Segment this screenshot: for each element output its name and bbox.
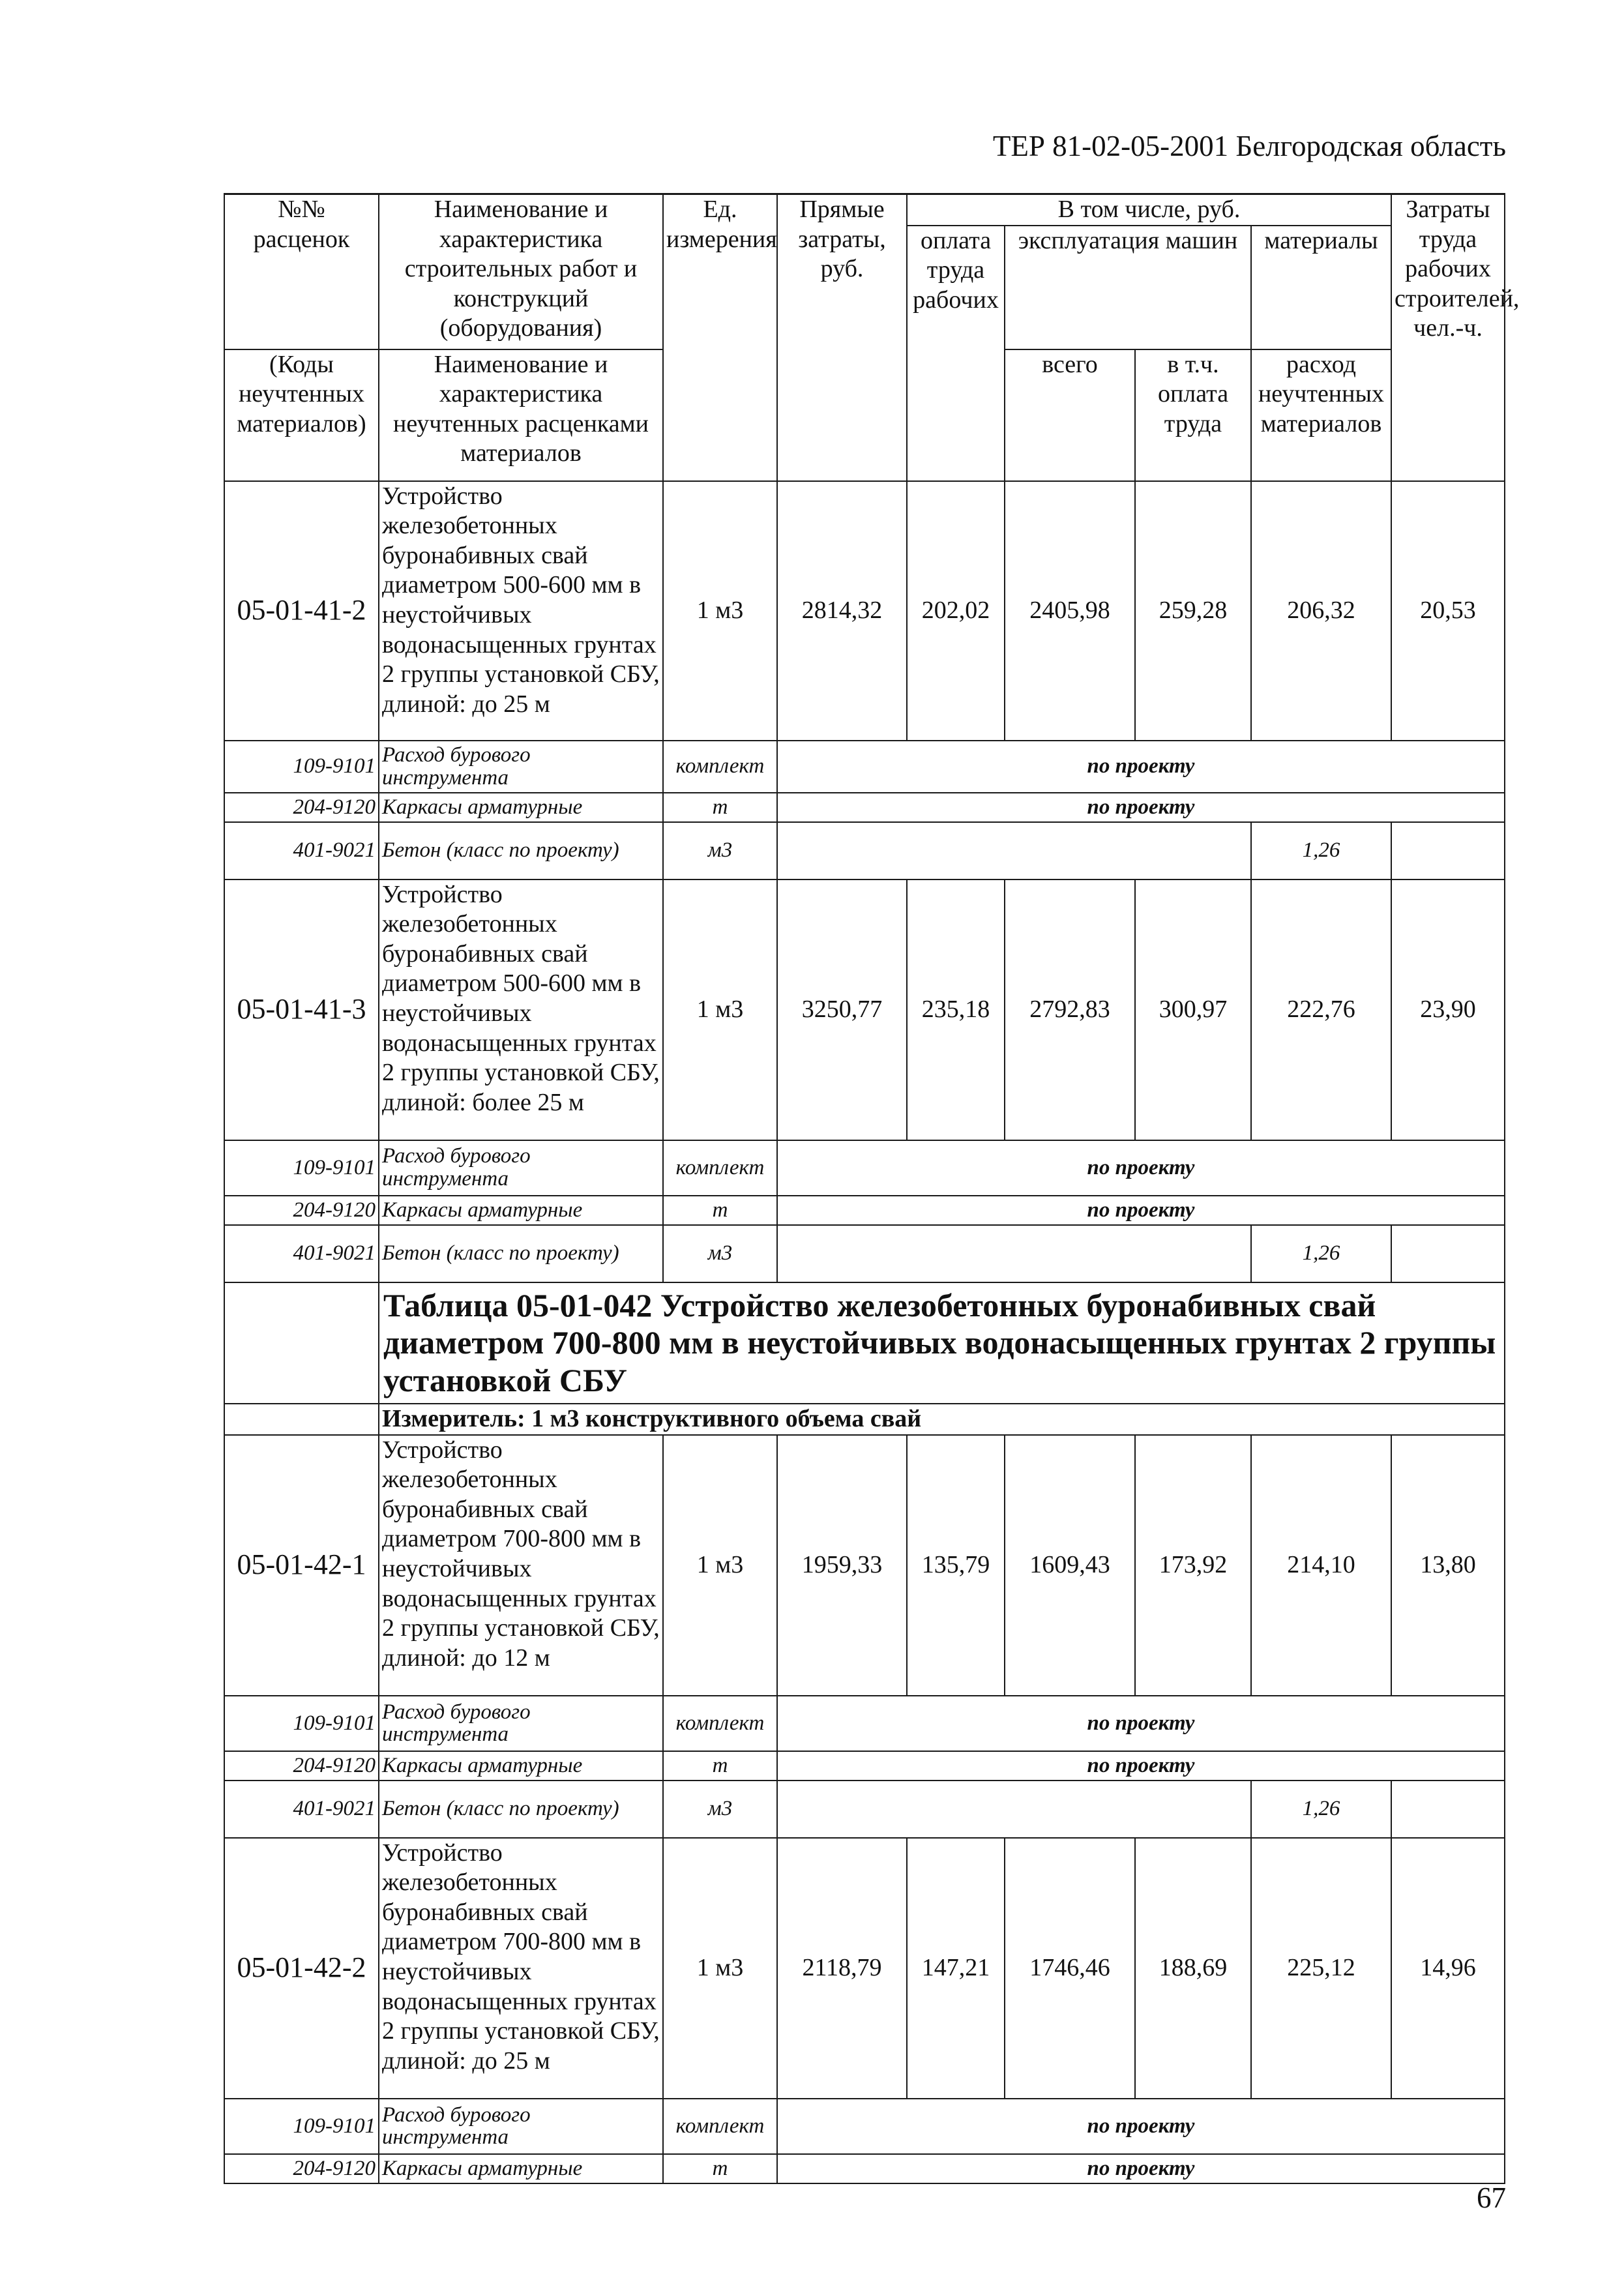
cell-code: 05-01-41-2 — [224, 481, 379, 741]
cell-name: Бетон (класс по проекту) — [379, 822, 663, 879]
cell-code: 401-9021 — [224, 822, 379, 879]
cell-code: 05-01-42-1 — [224, 1435, 379, 1696]
page-header: ТЕР 81-02-05-2001 Белгородская область — [992, 130, 1506, 162]
cell-name: Каркасы арматурные — [379, 2154, 663, 2183]
cell-code: 109-9101 — [224, 2099, 379, 2154]
material-row — [224, 1140, 1505, 1196]
empty-cell — [1391, 1781, 1505, 1838]
cell-unit: т — [663, 1751, 777, 1781]
cell-value: по проекту — [777, 2099, 1505, 2154]
cell-name: Устройство железобетонных буронабивных свай диаметром 500-600 мм в неустойчивых водонасыщенных грунтах 2 группы установкой СБУ, длиной: до 25 м — [379, 481, 663, 741]
empty-cell — [777, 1225, 1251, 1282]
empty-cell — [777, 1781, 1251, 1838]
material-row — [224, 822, 1505, 879]
cell-value: 1,26 — [1251, 822, 1391, 879]
cell-machines: 2405,98 — [1005, 481, 1135, 741]
cell-labor: 202,02 — [907, 481, 1005, 741]
cell-mach-labor: 300,97 — [1135, 879, 1251, 1140]
col-name-sub-header: Наименование и характеристика неучтенных расценками материалов — [379, 349, 663, 481]
cell-materials: 206,32 — [1251, 481, 1391, 741]
cell-unit: т — [663, 2154, 777, 2183]
cell-code: 109-9101 — [224, 1696, 379, 1751]
cell-labor: 147,21 — [907, 1838, 1005, 2099]
empty-cell — [1391, 1225, 1505, 1282]
table-row — [224, 481, 1505, 741]
cell-name: Расход бурового инструмента — [379, 1696, 663, 1751]
col-group-header: В том числе, руб. — [907, 194, 1391, 226]
page-number: 67 — [1477, 2181, 1506, 2214]
material-row — [224, 1781, 1505, 1838]
cell-hours: 14,96 — [1391, 1838, 1505, 2099]
col-labor-header: оплата труда рабочих — [907, 226, 1005, 481]
cell-value: 1,26 — [1251, 1225, 1391, 1282]
cell-code: 204-9120 — [224, 1196, 379, 1225]
table-row — [224, 879, 1505, 1140]
cell-unit: м3 — [663, 822, 777, 879]
material-row — [224, 2099, 1505, 2154]
material-row — [224, 1751, 1505, 1781]
cell-unit: комплект — [663, 1140, 777, 1196]
cell-name: Устройство железобетонных буронабивных свай диаметром 700-800 мм в неустойчивых водонасыщенных грунтах 2 группы установкой СБУ, длиной: до 25 м — [379, 1838, 663, 2099]
col-mach-labor-header: в т.ч. оплата труда — [1135, 349, 1251, 481]
cell-unit: м3 — [663, 1781, 777, 1838]
cell-direct: 1959,33 — [777, 1435, 907, 1696]
cell-code: 109-9101 — [224, 741, 379, 793]
cell-value: по проекту — [777, 741, 1505, 793]
cell-hours: 23,90 — [1391, 879, 1505, 1140]
col-unaccounted-header: расход неучтенных материалов — [1251, 349, 1391, 481]
table-row — [224, 1838, 1505, 2099]
cell-unit: т — [663, 793, 777, 822]
material-row — [224, 2154, 1505, 2183]
cell-name: Каркасы арматурные — [379, 793, 663, 822]
cell-value: по проекту — [777, 2154, 1505, 2183]
cell-unit: комплект — [663, 741, 777, 793]
cell-name: Расход бурового инструмента — [379, 1140, 663, 1196]
cell-name: Расход бурового инструмента — [379, 741, 663, 793]
empty-cell — [1391, 822, 1505, 879]
cell-mach-labor: 173,92 — [1135, 1435, 1251, 1696]
cell-code: 401-9021 — [224, 1225, 379, 1282]
section-title: Таблица 05-01-042 Устройство железобетонных буронабивных свай диаметром 700-800 мм в неустойчивых водонасыщенных грунтах 2 группы установкой СБУ — [379, 1282, 1505, 1404]
cell-unit: комплект — [663, 1696, 777, 1751]
col-materials-header: материалы — [1251, 226, 1391, 349]
cell-code: 05-01-41-3 — [224, 879, 379, 1140]
cell-value: по проекту — [777, 1140, 1505, 1196]
cell-value: 1,26 — [1251, 1781, 1391, 1838]
cell-unit: т — [663, 1196, 777, 1225]
cell-labor: 235,18 — [907, 879, 1005, 1140]
col-machines-header: всего — [1005, 349, 1135, 481]
rates-table — [224, 193, 1520, 2184]
cell-labor: 135,79 — [907, 1435, 1005, 1696]
cell-value: по проекту — [777, 1751, 1505, 1781]
cell-name: Расход бурового инструмента — [379, 2099, 663, 2154]
cell-name: Бетон (класс по проекту) — [379, 1781, 663, 1838]
col-name-header: Наименование и характеристика строительных работ и конструкций (оборудования) — [379, 194, 663, 349]
cell-value: по проекту — [777, 793, 1505, 822]
cell-mach-labor: 188,69 — [1135, 1838, 1251, 2099]
cell-name: Каркасы арматурные — [379, 1751, 663, 1781]
empty-cell — [224, 1282, 379, 1404]
empty-cell — [777, 822, 1251, 879]
col-unit-header: Ед. измерения — [663, 194, 777, 481]
cell-unit: 1 м3 — [663, 879, 777, 1140]
cell-name: Каркасы арматурные — [379, 1196, 663, 1225]
material-row — [224, 1225, 1505, 1282]
cell-unit: комплект — [663, 2099, 777, 2154]
cell-name: Бетон (класс по проекту) — [379, 1225, 663, 1282]
cell-code: 109-9101 — [224, 1140, 379, 1196]
cell-machines: 1609,43 — [1005, 1435, 1135, 1696]
cell-code: 204-9120 — [224, 793, 379, 822]
cell-direct: 2118,79 — [777, 1838, 907, 2099]
cell-value: по проекту — [777, 1696, 1505, 1751]
cell-name: Устройство железобетонных буронабивных свай диаметром 500-600 мм в неустойчивых водонасыщенных грунтах 2 группы установкой СБУ, длиной: более 25 м — [379, 879, 663, 1140]
empty-cell — [224, 1404, 379, 1435]
cell-mach-labor: 259,28 — [1135, 481, 1251, 741]
cell-unit: м3 — [663, 1225, 777, 1282]
cell-unit: 1 м3 — [663, 1435, 777, 1696]
cell-code: 204-9120 — [224, 1751, 379, 1781]
material-row — [224, 1696, 1505, 1751]
cell-machines: 1746,46 — [1005, 1838, 1135, 2099]
cell-code: 401-9021 — [224, 1781, 379, 1838]
col-code-header: №№ расценок — [224, 194, 379, 349]
cell-materials: 225,12 — [1251, 1838, 1391, 2099]
cell-machines: 2792,83 — [1005, 879, 1135, 1140]
cell-hours: 20,53 — [1391, 481, 1505, 741]
cell-code: 204-9120 — [224, 2154, 379, 2183]
cell-direct: 2814,32 — [777, 481, 907, 741]
col-hours-header: Затраты труда рабочих строителей, чел.-ч. — [1391, 194, 1505, 481]
col-code-sub-header: (Коды неучтенных материалов) — [224, 349, 379, 481]
cell-code: 05-01-42-2 — [224, 1838, 379, 2099]
cell-name: Устройство железобетонных буронабивных свай диаметром 700-800 мм в неустойчивых водонасыщенных грунтах 2 группы установкой СБУ, длиной: до 12 м — [379, 1435, 663, 1696]
section-measure: Измеритель: 1 м3 конструктивного объема свай — [379, 1404, 1505, 1435]
material-row — [224, 741, 1505, 793]
col-machines-group-header: эксплуатация машин — [1005, 226, 1251, 349]
cell-hours: 13,80 — [1391, 1435, 1505, 1696]
cell-value: по проекту — [777, 1196, 1505, 1225]
material-row — [224, 1196, 1505, 1225]
cell-materials: 222,76 — [1251, 879, 1391, 1140]
table-row — [224, 1435, 1505, 1696]
cell-materials: 214,10 — [1251, 1435, 1391, 1696]
material-row — [224, 793, 1505, 822]
cell-direct: 3250,77 — [777, 879, 907, 1140]
cell-unit: 1 м3 — [663, 481, 777, 741]
cell-unit: 1 м3 — [663, 1838, 777, 2099]
col-direct-header: Прямые затраты, руб. — [777, 194, 907, 481]
